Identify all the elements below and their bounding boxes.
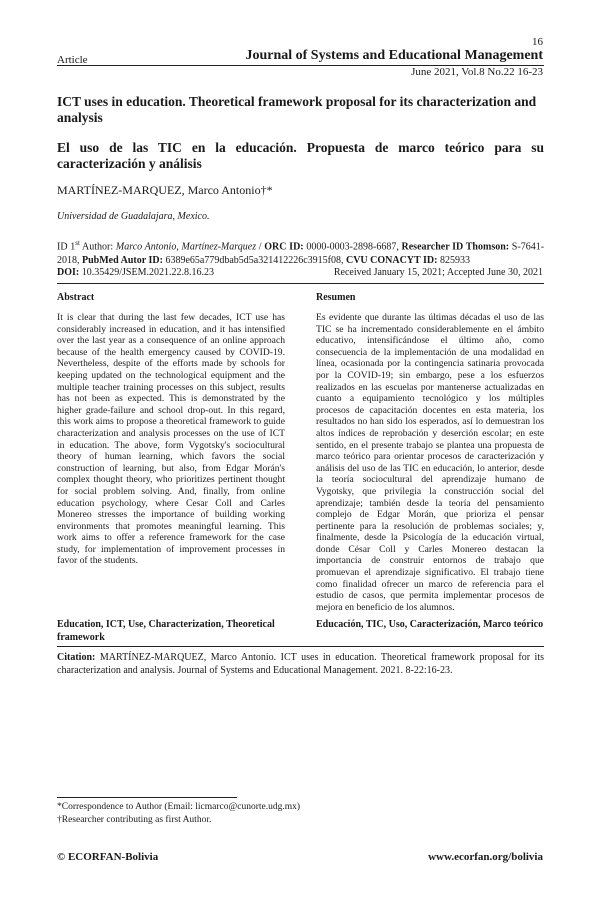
id-label-sup: st	[75, 239, 80, 247]
doi	[57, 267, 214, 278]
author-name: MARTÍNEZ-MARQUEZ, Marco Antonio†*	[57, 183, 273, 197]
resumen-keywords: Educación, TIC, Uso, Caracterización, Marco teórico	[316, 619, 544, 630]
id-label: ID 1	[57, 241, 76, 253]
title-english: ICT uses in education. Theoretical framework proposal for its characterization and analysis	[57, 94, 537, 125]
footnote-divider	[57, 797, 237, 798]
researcher-id-value: S-7641-2018,	[57, 241, 545, 266]
doi-link[interactable]: 10.35429/JSEM.2021.22.8.16.23	[81, 267, 214, 278]
abstract-heading: Abstract	[57, 292, 95, 303]
journal-title: Journal of Systems and Educational Management	[245, 48, 543, 63]
author-affiliation: Universidad de Guadalajara, Mexico.	[57, 211, 210, 222]
footer-publisher: © ECORFAN-Bolivia	[57, 851, 159, 863]
article-type-label: Article	[57, 54, 88, 66]
citation	[57, 652, 544, 677]
footer-website[interactable]: www.ecorfan.org/bolivia	[428, 851, 543, 863]
received-dates: Received January 15, 2021; Accepted June 30, 2021	[333, 267, 543, 278]
journal-issue: June 2021, Vol.8 No.22 16-23	[411, 66, 543, 78]
pubmed-value: 6389e65a779dbab5d5a321412226c3915f08,	[165, 254, 344, 266]
abstract-text: It is clear that during the last few decades, ICT use has considerably increased in education, and it has intensified over the last year as a consequence of an online approach because of the health emergency caused by COVID-19. Nevertheless, despite of the efforts made by schools for keeping updated on the technological equipment and the multiple teacher training processes on this subject, results has not been as expected. This is demonstrated by the higher grade-failure and school drop-out. In this regard, this work aims to propose a theoretical framework to guide characterization and analysis processes on the use of ICT in education. The above, form Vygotsky's sociocultural theory of human learning, which favors the social construction of learning, but also, from Edgar Morán's complex thought theory, who prioritizes pertinent thought for social problem solving. And, finally, from online education psychology, where Cesar Coll and Carles Monereo stresses the importance of building working environments that promotes meaningful learning. This work aims to offer a reference framework for the case study, for implementation of improvement processes in favor of the students.	[57, 312, 285, 567]
citation-label: Citation:	[57, 652, 96, 663]
footnote-correspondence: *Correspondence to Author (Email: licmarco@cunorte.udg.mx)	[57, 802, 301, 812]
id-author-name: Marco Antonio, Martínez-Marquez	[115, 241, 257, 253]
cvu-label: CVU CONACYT ID:	[345, 254, 438, 266]
orcid-label: ORC ID:	[264, 241, 304, 253]
doi-divider	[57, 283, 544, 284]
title-spanish: El uso de las TIC en la educación. Propuesta de marco teórico para su caracterización y análisis	[57, 140, 544, 171]
citation-divider	[57, 646, 544, 647]
abstract-keywords: Education, ICT, Use, Characterization, Theoretical framework	[57, 619, 275, 643]
cvu-value: 825933	[439, 254, 470, 266]
doi-label: DOI:	[57, 267, 80, 278]
author-identifiers: ID 1st Author: Marco Antonio, Martínez-Marquez / ORC ID: 0000-0003-2898-6687, Researcher ID Thomson: S-7641-2018, PubMed Autor ID: 6389e65a779dbab5d5a321412226c3915f08, CVU CONACYT ID: 825933	[57, 239, 545, 266]
id-label-rest: Author:	[79, 241, 116, 253]
resumen-heading: Resumen	[316, 292, 356, 303]
citation-text: MARTÍNEZ-MARQUEZ, Marco Antonio. ICT uses in education. Theoretical framework proposal for its characterization and analysis. Journal of Systems and Educational Management. 2021. 8-22:16-23.	[57, 652, 545, 676]
pubmed-label: PubMed Autor ID:	[82, 254, 163, 266]
orcid-value: 0000-0003-2898-6687,	[306, 241, 399, 253]
page-number: 16	[532, 36, 543, 48]
researcher-id-label: Researcher ID Thomson:	[401, 241, 510, 253]
footnote-first-author: †Researcher contributing as first Author.	[57, 815, 212, 825]
resumen-text: Es evidente que durante las últimas décadas el uso de las TIC se ha incrementado considerablemente en el ámbito educativo, intensificándose el último año, como consecuencia de la implementación de una modalidad en línea, ocasionada por la contingencia satinaria provocada por la COVID-19; sin embargo, pese a los esfuerzos realizados en las escuelas por mantenerse actualizadas en cuanto a equipamiento tecnológico y los múltiples procesos de capacitación docentes en esta materia, los resultados no han sido los esperados, así lo demuestran los altos índices de reprobación y deserción escolar; en este sentido, en el presente trabajo se plantea una propuesta de marco teórico para orientar procesos de caracterización y análisis del uso de las TIC en educación, lo anterior, desde la teoría sociocultural del aprendizaje humano de Vygotsky, que privilegia la construcción social del aprendizaje; también desde la teoría del pensamiento complejo de Edgar Morán, que prioriza el pensar pertinente para la resolución de problemas sociales; y, finalmente, desde la Psicología de la educación virtual, donde César Coll y Carles Monereo destacan la importancia de construir entornos de trabajo que promuevan el aprendizaje significativo. El trabajo tiene como finalidad ofrecer un marco de referencia para el estudio de casos, que permita implementar procesos de mejora en beneficio de los alumnos.	[316, 312, 544, 613]
